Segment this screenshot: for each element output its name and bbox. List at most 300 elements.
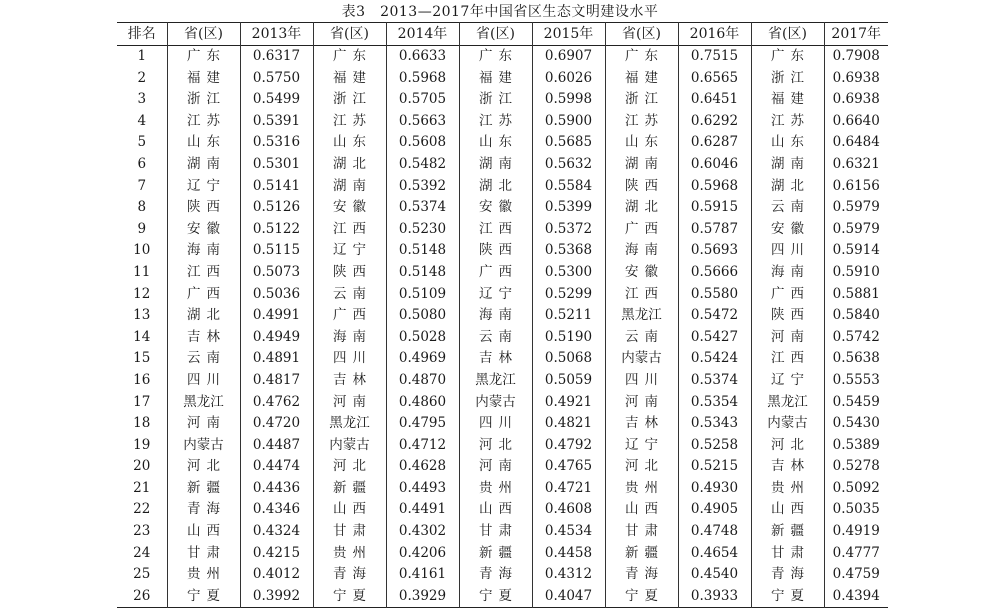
- column-header: 2015年: [532, 23, 605, 46]
- score-cell: 0.5430: [824, 413, 888, 435]
- province-cell: 青海: [459, 564, 532, 586]
- province-cell: 山西: [167, 521, 240, 543]
- province-cell: 广东: [167, 46, 240, 68]
- province-cell: 福建: [313, 68, 386, 90]
- score-cell: 0.5881: [824, 284, 888, 306]
- score-cell: 0.6321: [824, 154, 888, 176]
- score-cell: 0.5092: [824, 478, 888, 500]
- score-cell: 0.5122: [240, 219, 313, 241]
- province-cell: 内蒙古: [313, 435, 386, 457]
- table-row: [117, 132, 888, 154]
- table-row: [117, 521, 888, 543]
- province-cell: 陕西: [751, 305, 824, 327]
- score-cell: 0.5482: [386, 154, 459, 176]
- province-cell: 河北: [313, 456, 386, 478]
- score-cell: 0.5389: [824, 435, 888, 457]
- score-cell: 0.4534: [532, 521, 605, 543]
- score-cell: 0.4817: [240, 370, 313, 392]
- province-cell: 浙江: [313, 89, 386, 111]
- province-cell: 吉林: [459, 348, 532, 370]
- score-cell: 0.6484: [824, 132, 888, 154]
- rank-cell: 10: [133, 242, 151, 259]
- province-cell: 四川: [313, 348, 386, 370]
- province-cell: 安徽: [459, 197, 532, 219]
- score-cell: 0.5968: [678, 176, 751, 198]
- province-cell: 江苏: [751, 111, 824, 133]
- score-cell: 0.4394: [824, 586, 888, 608]
- table-row: [117, 154, 888, 176]
- province-cell: 江西: [605, 284, 678, 306]
- score-cell: 0.5343: [678, 413, 751, 435]
- score-cell: 0.4930: [678, 478, 751, 500]
- score-cell: 0.5230: [386, 219, 459, 241]
- province-cell: 安徽: [605, 262, 678, 284]
- province-cell: 青海: [167, 499, 240, 521]
- score-cell: 0.4777: [824, 543, 888, 565]
- table-body: [117, 46, 888, 608]
- rank-cell: 17: [133, 393, 151, 410]
- column-header: 省(区): [313, 23, 386, 46]
- score-cell: 0.4654: [678, 543, 751, 565]
- score-cell: 0.5632: [532, 154, 605, 176]
- province-cell: 浙江: [751, 68, 824, 90]
- province-cell: 陕西: [459, 240, 532, 262]
- province-cell: 江西: [751, 348, 824, 370]
- score-cell: 0.5499: [240, 89, 313, 111]
- score-cell: 0.4458: [532, 543, 605, 565]
- score-cell: 0.4721: [532, 478, 605, 500]
- score-cell: 0.6938: [824, 68, 888, 90]
- score-cell: 0.6317: [240, 46, 313, 68]
- province-cell: 四川: [167, 370, 240, 392]
- rank-cell: 26: [133, 587, 151, 604]
- province-cell: 内蒙古: [167, 435, 240, 457]
- score-cell: 0.5190: [532, 327, 605, 349]
- score-cell: 0.5459: [824, 392, 888, 414]
- province-cell: 吉林: [313, 370, 386, 392]
- rank-cell: 5: [137, 134, 147, 151]
- column-header: 省(区): [751, 23, 824, 46]
- province-cell: 河南: [313, 392, 386, 414]
- province-cell: 海南: [751, 262, 824, 284]
- rank-cell: 12: [133, 285, 151, 302]
- province-cell: 江西: [167, 262, 240, 284]
- table-row: [117, 68, 888, 90]
- table-row: [117, 176, 888, 198]
- score-cell: 0.5399: [532, 197, 605, 219]
- province-cell: 江西: [313, 219, 386, 241]
- score-cell: 0.4487: [240, 435, 313, 457]
- province-cell: 新疆: [313, 478, 386, 500]
- province-cell: 广东: [459, 46, 532, 68]
- rank-cell: 22: [133, 501, 151, 518]
- province-cell: 福建: [459, 68, 532, 90]
- rank-cell: 16: [133, 371, 151, 388]
- score-cell: 0.5374: [386, 197, 459, 219]
- score-cell: 0.6046: [678, 154, 751, 176]
- score-cell: 0.5472: [678, 305, 751, 327]
- province-cell: 宁夏: [313, 586, 386, 608]
- score-cell: 0.5148: [386, 262, 459, 284]
- table-row: [117, 262, 888, 284]
- score-cell: 0.4540: [678, 564, 751, 586]
- score-cell: 0.6156: [824, 176, 888, 198]
- score-cell: 0.4891: [240, 348, 313, 370]
- province-cell: 宁夏: [751, 586, 824, 608]
- province-cell: 甘肃: [605, 521, 678, 543]
- score-cell: 0.6938: [824, 89, 888, 111]
- province-cell: 宁夏: [459, 586, 532, 608]
- province-cell: 海南: [459, 305, 532, 327]
- score-cell: 0.5148: [386, 240, 459, 262]
- score-cell: 0.4969: [386, 348, 459, 370]
- province-cell: 新疆: [605, 543, 678, 565]
- province-cell: 辽宁: [751, 370, 824, 392]
- province-cell: 湖北: [167, 305, 240, 327]
- table-row: [117, 111, 888, 133]
- score-cell: 0.3933: [678, 586, 751, 608]
- province-cell: 河北: [459, 435, 532, 457]
- province-cell: 湖南: [167, 154, 240, 176]
- score-cell: 0.5126: [240, 197, 313, 219]
- province-cell: 四川: [459, 413, 532, 435]
- province-cell: 河北: [167, 456, 240, 478]
- score-cell: 0.7908: [824, 46, 888, 68]
- province-cell: 山东: [167, 132, 240, 154]
- score-cell: 0.4047: [532, 586, 605, 608]
- province-cell: 江苏: [605, 111, 678, 133]
- column-header: 省(区): [605, 23, 678, 46]
- province-cell: 海南: [605, 240, 678, 262]
- score-cell: 0.5372: [532, 219, 605, 241]
- province-cell: 四川: [751, 240, 824, 262]
- score-cell: 0.5073: [240, 262, 313, 284]
- score-cell: 0.5300: [532, 262, 605, 284]
- province-cell: 河北: [751, 435, 824, 457]
- province-cell: 湖南: [751, 154, 824, 176]
- province-cell: 贵州: [313, 543, 386, 565]
- province-cell: 吉林: [167, 327, 240, 349]
- province-cell: 贵州: [167, 564, 240, 586]
- column-header: 省(区): [167, 23, 240, 46]
- score-cell: 0.5685: [532, 132, 605, 154]
- table-row: [117, 564, 888, 586]
- score-cell: 0.5553: [824, 370, 888, 392]
- province-cell: 黑龙江: [751, 392, 824, 414]
- score-cell: 0.4712: [386, 435, 459, 457]
- table-row: [117, 478, 888, 500]
- score-cell: 0.6907: [532, 46, 605, 68]
- score-cell: 0.5278: [824, 456, 888, 478]
- score-cell: 0.4991: [240, 305, 313, 327]
- table-row: [117, 219, 888, 241]
- score-cell: 0.5666: [678, 262, 751, 284]
- column-header: 2017年: [824, 23, 888, 46]
- score-cell: 0.5910: [824, 262, 888, 284]
- score-cell: 0.5979: [824, 219, 888, 241]
- score-cell: 0.5424: [678, 348, 751, 370]
- province-cell: 湖北: [751, 176, 824, 198]
- province-cell: 吉林: [751, 456, 824, 478]
- score-cell: 0.5059: [532, 370, 605, 392]
- province-cell: 广东: [605, 46, 678, 68]
- rank-cell: 1: [137, 48, 147, 64]
- table-row: [117, 435, 888, 457]
- table-row: [117, 348, 888, 370]
- rank-cell: 24: [133, 544, 151, 561]
- score-cell: 0.5638: [824, 348, 888, 370]
- score-cell: 0.6633: [386, 46, 459, 68]
- score-cell: 0.5998: [532, 89, 605, 111]
- province-cell: 河北: [605, 456, 678, 478]
- score-cell: 0.5211: [532, 305, 605, 327]
- table-row: [117, 543, 888, 565]
- table-row: [117, 46, 888, 68]
- score-cell: 0.5035: [824, 499, 888, 521]
- score-cell: 0.5391: [240, 111, 313, 133]
- score-cell: 0.4821: [532, 413, 605, 435]
- score-cell: 0.5316: [240, 132, 313, 154]
- score-cell: 0.5705: [386, 89, 459, 111]
- score-cell: 0.5787: [678, 219, 751, 241]
- score-cell: 0.5028: [386, 327, 459, 349]
- score-cell: 0.4949: [240, 327, 313, 349]
- table-row: [117, 305, 888, 327]
- score-cell: 0.4870: [386, 370, 459, 392]
- province-cell: 福建: [605, 68, 678, 90]
- rank-cell: 9: [137, 220, 147, 237]
- province-cell: 辽宁: [313, 240, 386, 262]
- score-cell: 0.3992: [240, 586, 313, 608]
- province-cell: 山西: [605, 499, 678, 521]
- province-cell: 内蒙古: [459, 392, 532, 414]
- rank-cell: 2: [137, 69, 147, 86]
- table-row: [117, 284, 888, 306]
- province-cell: 陕西: [313, 262, 386, 284]
- score-cell: 0.5215: [678, 456, 751, 478]
- province-cell: 山西: [459, 499, 532, 521]
- province-cell: 山东: [605, 132, 678, 154]
- province-cell: 浙江: [459, 89, 532, 111]
- province-cell: 陕西: [167, 197, 240, 219]
- score-cell: 0.5374: [678, 370, 751, 392]
- province-cell: 广西: [605, 219, 678, 241]
- rank-cell: 18: [133, 415, 151, 432]
- ecological-civilization-table: [117, 22, 888, 608]
- score-cell: 0.4748: [678, 521, 751, 543]
- score-cell: 0.5299: [532, 284, 605, 306]
- score-cell: 0.4302: [386, 521, 459, 543]
- province-cell: 甘肃: [459, 521, 532, 543]
- province-cell: 湖北: [605, 197, 678, 219]
- province-cell: 湖南: [605, 154, 678, 176]
- province-cell: 浙江: [167, 89, 240, 111]
- score-cell: 0.5750: [240, 68, 313, 90]
- province-cell: 广西: [751, 284, 824, 306]
- score-cell: 0.5979: [824, 197, 888, 219]
- province-cell: 河南: [167, 413, 240, 435]
- score-cell: 0.5036: [240, 284, 313, 306]
- province-cell: 吉林: [605, 413, 678, 435]
- province-cell: 黑龙江: [605, 305, 678, 327]
- province-cell: 甘肃: [313, 521, 386, 543]
- score-cell: 0.6565: [678, 68, 751, 90]
- score-cell: 0.5115: [240, 240, 313, 262]
- score-cell: 0.6026: [532, 68, 605, 90]
- table-row: [117, 370, 888, 392]
- table-row: [117, 413, 888, 435]
- province-cell: 黑龙江: [167, 392, 240, 414]
- province-cell: 辽宁: [167, 176, 240, 198]
- score-cell: 0.4436: [240, 478, 313, 500]
- rank-cell: 8: [137, 199, 147, 216]
- province-cell: 河南: [459, 456, 532, 478]
- table-row: [117, 499, 888, 521]
- province-cell: 湖南: [313, 176, 386, 198]
- score-cell: 0.4493: [386, 478, 459, 500]
- province-cell: 广东: [751, 46, 824, 68]
- score-cell: 0.6451: [678, 89, 751, 111]
- score-cell: 0.5080: [386, 305, 459, 327]
- province-cell: 贵州: [459, 478, 532, 500]
- column-header: 2016年: [678, 23, 751, 46]
- score-cell: 0.5109: [386, 284, 459, 306]
- province-cell: 山西: [751, 499, 824, 521]
- table-row: [117, 240, 888, 262]
- table-row: [117, 392, 888, 414]
- score-cell: 0.5141: [240, 176, 313, 198]
- rank-cell: 15: [133, 350, 151, 367]
- province-cell: 山东: [459, 132, 532, 154]
- province-cell: 河南: [605, 392, 678, 414]
- province-cell: 宁夏: [167, 586, 240, 608]
- province-cell: 辽宁: [459, 284, 532, 306]
- province-cell: 新疆: [167, 478, 240, 500]
- score-cell: 0.5693: [678, 240, 751, 262]
- province-cell: 云南: [605, 327, 678, 349]
- score-cell: 0.4759: [824, 564, 888, 586]
- score-cell: 0.4792: [532, 435, 605, 457]
- score-cell: 0.4206: [386, 543, 459, 565]
- province-cell: 福建: [751, 89, 824, 111]
- score-cell: 0.5584: [532, 176, 605, 198]
- province-cell: 宁夏: [605, 586, 678, 608]
- score-cell: 0.4860: [386, 392, 459, 414]
- province-cell: 江苏: [167, 111, 240, 133]
- rank-cell: 20: [133, 458, 151, 475]
- province-cell: 安徽: [313, 197, 386, 219]
- score-cell: 0.4795: [386, 413, 459, 435]
- score-cell: 0.4905: [678, 499, 751, 521]
- column-header: 省(区): [459, 23, 532, 46]
- score-cell: 0.5580: [678, 284, 751, 306]
- province-cell: 四川: [605, 370, 678, 392]
- score-cell: 0.4608: [532, 499, 605, 521]
- province-cell: 贵州: [751, 478, 824, 500]
- score-cell: 0.4919: [824, 521, 888, 543]
- province-cell: 黑龙江: [459, 370, 532, 392]
- score-cell: 0.7515: [678, 46, 751, 68]
- table-row: [117, 586, 888, 608]
- table-row: [117, 89, 888, 111]
- rank-cell: 7: [137, 177, 147, 194]
- province-cell: 河南: [751, 327, 824, 349]
- province-cell: 青海: [605, 564, 678, 586]
- score-cell: 0.5427: [678, 327, 751, 349]
- province-cell: 云南: [751, 197, 824, 219]
- province-cell: 广东: [313, 46, 386, 68]
- province-cell: 甘肃: [751, 543, 824, 565]
- score-cell: 0.5968: [386, 68, 459, 90]
- score-cell: 0.3929: [386, 586, 459, 608]
- province-cell: 福建: [167, 68, 240, 90]
- province-cell: 海南: [313, 327, 386, 349]
- province-cell: 黑龙江: [313, 413, 386, 435]
- score-cell: 0.4324: [240, 521, 313, 543]
- rank-cell: 4: [137, 112, 147, 129]
- province-cell: 内蒙古: [605, 348, 678, 370]
- score-cell: 0.5608: [386, 132, 459, 154]
- score-cell: 0.5392: [386, 176, 459, 198]
- province-cell: 湖南: [459, 154, 532, 176]
- score-cell: 0.4628: [386, 456, 459, 478]
- province-cell: 湖北: [459, 176, 532, 198]
- province-cell: 安徽: [751, 219, 824, 241]
- rank-cell: 3: [137, 91, 147, 108]
- province-cell: 云南: [459, 327, 532, 349]
- score-cell: 0.5354: [678, 392, 751, 414]
- column-header: 排名: [127, 26, 156, 42]
- score-cell: 0.4762: [240, 392, 313, 414]
- score-cell: 0.5840: [824, 305, 888, 327]
- score-cell: 0.4346: [240, 499, 313, 521]
- score-cell: 0.5914: [824, 240, 888, 262]
- province-cell: 新疆: [751, 521, 824, 543]
- score-cell: 0.5915: [678, 197, 751, 219]
- province-cell: 江苏: [459, 111, 532, 133]
- rank-cell: 19: [133, 436, 151, 453]
- score-cell: 0.5900: [532, 111, 605, 133]
- province-cell: 江苏: [313, 111, 386, 133]
- province-cell: 新疆: [459, 543, 532, 565]
- province-cell: 青海: [751, 564, 824, 586]
- province-cell: 云南: [167, 348, 240, 370]
- score-cell: 0.5368: [532, 240, 605, 262]
- province-cell: 青海: [313, 564, 386, 586]
- province-cell: 浙江: [605, 89, 678, 111]
- rank-cell: 21: [133, 479, 151, 496]
- province-cell: 广西: [167, 284, 240, 306]
- score-cell: 0.5742: [824, 327, 888, 349]
- rank-cell: 6: [137, 155, 147, 172]
- score-cell: 0.6287: [678, 132, 751, 154]
- score-cell: 0.4215: [240, 543, 313, 565]
- province-cell: 贵州: [605, 478, 678, 500]
- score-cell: 0.4474: [240, 456, 313, 478]
- table-row: [117, 327, 888, 349]
- province-cell: 山东: [751, 132, 824, 154]
- province-cell: 广西: [459, 262, 532, 284]
- score-cell: 0.4720: [240, 413, 313, 435]
- province-cell: 湖北: [313, 154, 386, 176]
- province-cell: 内蒙古: [751, 413, 824, 435]
- score-cell: 0.4921: [532, 392, 605, 414]
- province-cell: 海南: [167, 240, 240, 262]
- province-cell: 云南: [313, 284, 386, 306]
- score-cell: 0.4312: [532, 564, 605, 586]
- score-cell: 0.5258: [678, 435, 751, 457]
- rank-cell: 25: [133, 566, 151, 583]
